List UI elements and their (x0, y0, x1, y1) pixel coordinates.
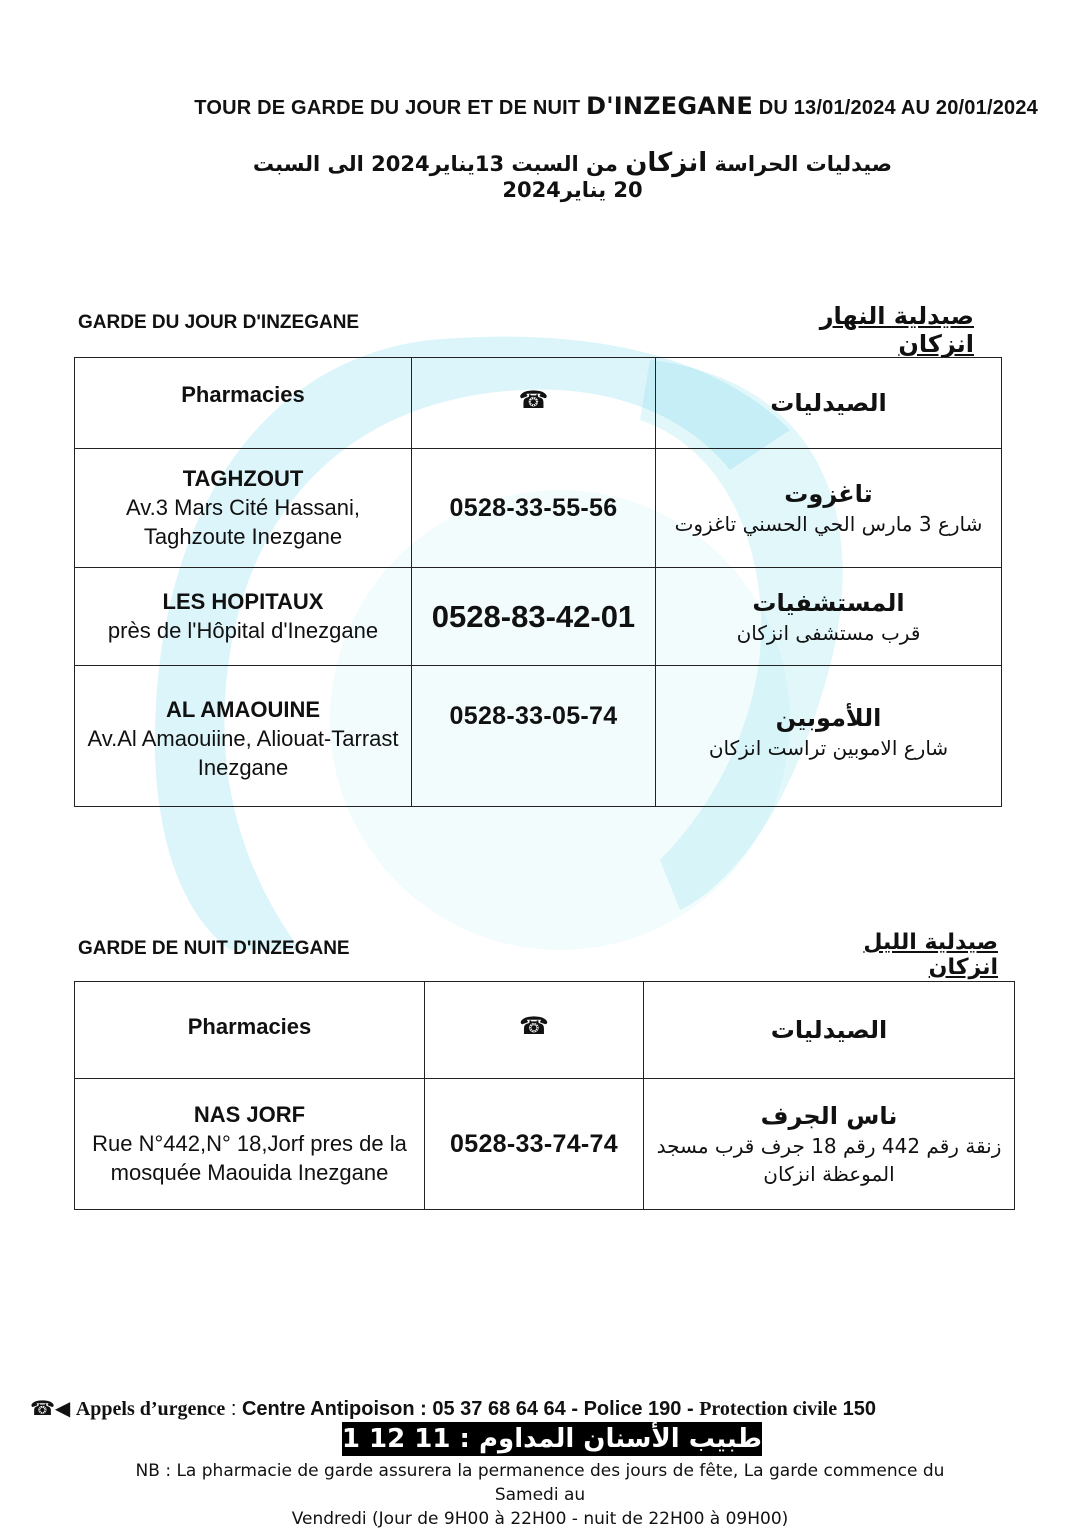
table-row (75, 568, 1002, 666)
pharmacy-ar-cell (656, 666, 1002, 807)
title-fr-prefix: TOUR DE GARDE DU JOUR ET DE NUIT (194, 97, 587, 119)
pharmacy-address-ar: شارع 3 مارس الحي الحسني تاغزوت (674, 512, 983, 536)
pharmacy-phone-cell (425, 1079, 644, 1210)
pharmacy-fr-cell (75, 568, 412, 666)
night-section-title-ar: صيدلية الليل انزكان (863, 930, 998, 980)
dentist-on-duty-banner: طبيب الأسنان المداوم : 11 12 11 08 06 (233, 1424, 762, 1454)
pharmacy-phone: 0528-33-05-74 (449, 702, 618, 730)
pharmacy-address-fr: près de l'Hôpital d'Inezgane (107, 618, 379, 643)
telephone-icon: ☎ (519, 1013, 549, 1040)
footer-note-line2: Vendredi (Jour de 9H00 à 22H00 - nuit de 22H00 à 09H00) (291, 1509, 789, 1529)
night-table (74, 981, 1015, 1210)
emergency-numbers: Centre Antipoison : 05 37 68 64 64 - Police 190 - (241, 1398, 700, 1420)
telephone-icon: ☎ (518, 387, 549, 414)
day-section-title-fr: GARDE DU JOUR D'INZEGANE (78, 312, 360, 333)
title-ar-dates: من السبت 13يناير2024 الى السبت 20 يناير2024 (252, 152, 643, 202)
pharmacy-phone: 0528-33-55-56 (449, 493, 618, 522)
col-header-pharmacies: Pharmacies (75, 982, 425, 1079)
pharmacy-fr-cell (75, 449, 412, 568)
emergency-label: Appels d’urgence (75, 1398, 226, 1420)
page-title-ar (240, 148, 905, 202)
pharmacy-address-ar: زنقة رقم 442 رقم 18 جرف قرب مسجد الموعظة انزكان (656, 1134, 1002, 1186)
pharmacy-name-fr: LES HOPITAUX (162, 589, 324, 614)
pharmacy-name-ar: اللأموبين (775, 704, 882, 732)
table-row (75, 1079, 1015, 1210)
pharmacy-phone-cell (412, 666, 656, 807)
protection-civile-label: Protection civile (699, 1398, 838, 1420)
protection-civile-number: 150 (837, 1398, 877, 1420)
pharmacy-address-ar: شارع الاموبين تراست انزكان (708, 736, 949, 760)
day-section-title-ar: صيدلية النهار انزكان (819, 302, 974, 358)
pharmacy-address-ar: قرب مستشفى انزكان (736, 620, 921, 645)
pharmacy-fr-cell (75, 666, 412, 807)
pharmacy-name-ar: تاغزوت (784, 480, 873, 508)
table-row (75, 666, 1002, 807)
col-header-ar: الصيدليات (656, 358, 1002, 449)
pharmacy-name-ar: ناس الجرف (760, 1102, 898, 1130)
title-ar-prefix: صيدليات الحراسة (707, 152, 893, 176)
pharmacy-address-fr: Av.Al Amaouiine, Aliouat-Tarrast Inezgane (87, 726, 399, 780)
col-header-pharmacies: Pharmacies (75, 358, 412, 449)
table-header-row (75, 982, 1015, 1079)
pharmacy-ar-cell (656, 568, 1002, 666)
table-header-row (75, 358, 1002, 449)
footer-note-line1: NB : La pharmacie de garde assurera la permanence des jours de fête, La garde commence du Samedi au (135, 1461, 945, 1505)
table-row (75, 449, 1002, 568)
pharmacy-name-fr: NAS JORF (193, 1102, 306, 1127)
pharmacy-name-fr: TAGHZOUT (182, 466, 304, 491)
col-header-ar: الصيدليات (644, 982, 1015, 1079)
page-title-fr (0, 92, 1080, 120)
pharmacy-phone-cell (412, 449, 656, 568)
emergency-separator: : (225, 1398, 242, 1420)
night-section-title-fr: GARDE DE NUIT D'INZEGANE (78, 938, 350, 959)
title-fr-dates: DU 13/01/2024 AU 20/01/2024 (752, 97, 1038, 119)
col-header-phone (425, 982, 644, 1079)
col-header-phone (412, 358, 656, 449)
pharmacy-phone: 0528-83-42-01 (431, 598, 636, 634)
pharmacy-fr-cell (75, 1079, 425, 1210)
title-ar-city: انزكان (625, 148, 708, 178)
pharmacy-phone-cell (412, 568, 656, 666)
pharmacy-address-fr: Av.3 Mars Cité Hassani, Taghzoute Inezgane (126, 495, 360, 549)
pharmacy-ar-cell (644, 1079, 1015, 1210)
pharmacy-phone: 0528-33-74-74 (450, 1129, 618, 1158)
pharmacy-address-fr: Rue N°442,N° 18,Jorf pres de la mosquée Maouida Inezgane (92, 1131, 407, 1185)
title-fr-city: D'INZEGANE (586, 92, 753, 120)
pharmacy-ar-cell (656, 449, 1002, 568)
pharmacy-name-ar: المستشفيات (752, 588, 905, 617)
phone-speaker-icon: ☎◀ (30, 1398, 71, 1420)
pharmacy-name-fr: AL AMAOUINE (166, 697, 320, 722)
footer-note (110, 1459, 970, 1531)
emergency-calls-line (30, 1396, 876, 1421)
day-table (74, 357, 1002, 807)
